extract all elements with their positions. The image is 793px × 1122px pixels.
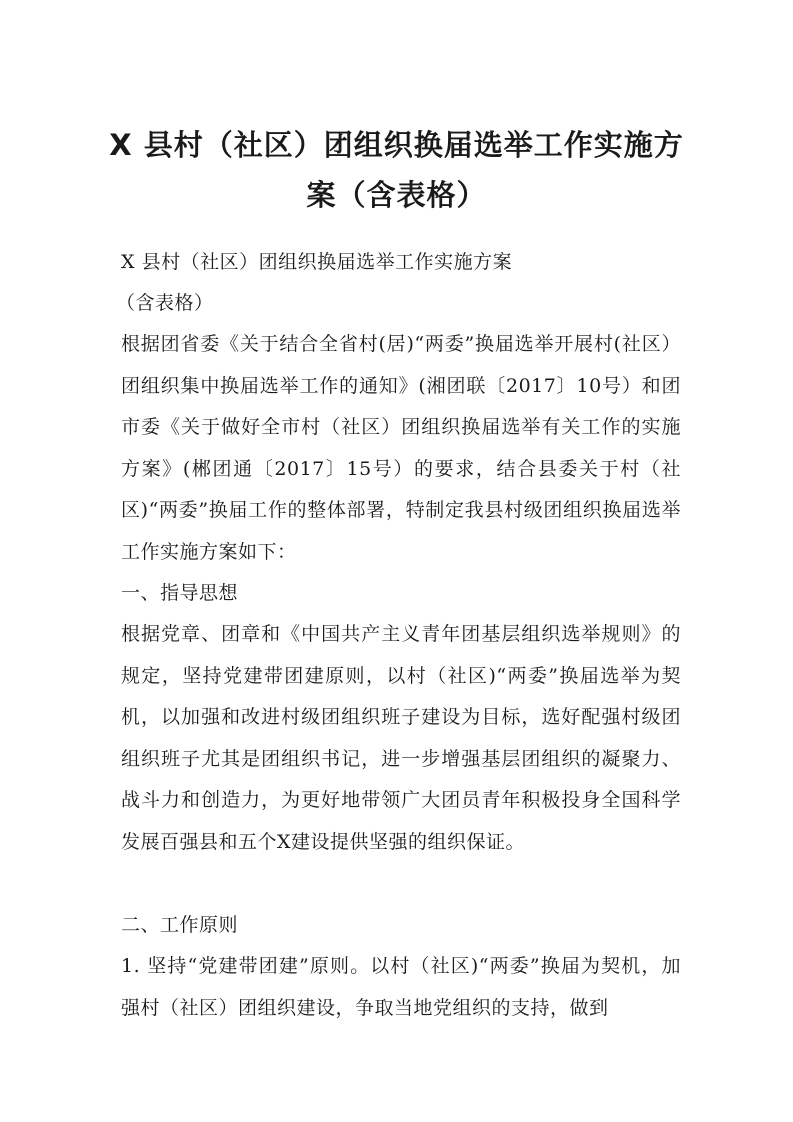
- document-title-line-1: X 县村（社区）团组织换届选举工作实施方: [109, 128, 684, 162]
- section-2-heading: 二、工作原则: [121, 914, 239, 936]
- section-1-heading: 一、指导思想: [121, 582, 239, 604]
- intro-paragraph: 根据团省委《关于结合全省村(居)“两委”换届选举开展村(社区）团组织集中换届选举工作的通知》(湘团联〔2017〕10号）和团市委《关于做好全市村（社区）团组织换届选举有关工作的实施方案》(郴团通〔2017〕15号）的要求，结合县委关于村（社区)“两委”换届工作的整体部署，特制定我县村级团组织换届选举工作实施方案如下：: [121, 333, 681, 563]
- section-2-item-1: 1. 坚持“党建带团建”原则。以村（社区)“两委”换届为契机，加强村（社区）团组织建设，争取当地党组织的支持，做到: [121, 955, 681, 1019]
- document-subtitle-note: （含表格）: [116, 292, 214, 314]
- document-title-line-2: 案（含表格）: [306, 178, 487, 212]
- section-1-body: 根据党章、团章和《中国共产主义青年团基层组织选举规则》的规定，坚持党建带团建原则，以村（社区)“两委”换届选举为契机，以加强和改进村级团组织班子建设为目标，选好配强村级团组织班子尤其是团组织书记，进一步增强基层团组织的凝聚力、战斗力和创造力，为更好地带领广大团员青年积极投身全国科学发展百强县和五个X建设提供坚强的组织保证。: [121, 623, 681, 853]
- document-subtitle: X 县村（社区）团组织换届选举工作实施方案: [121, 251, 513, 273]
